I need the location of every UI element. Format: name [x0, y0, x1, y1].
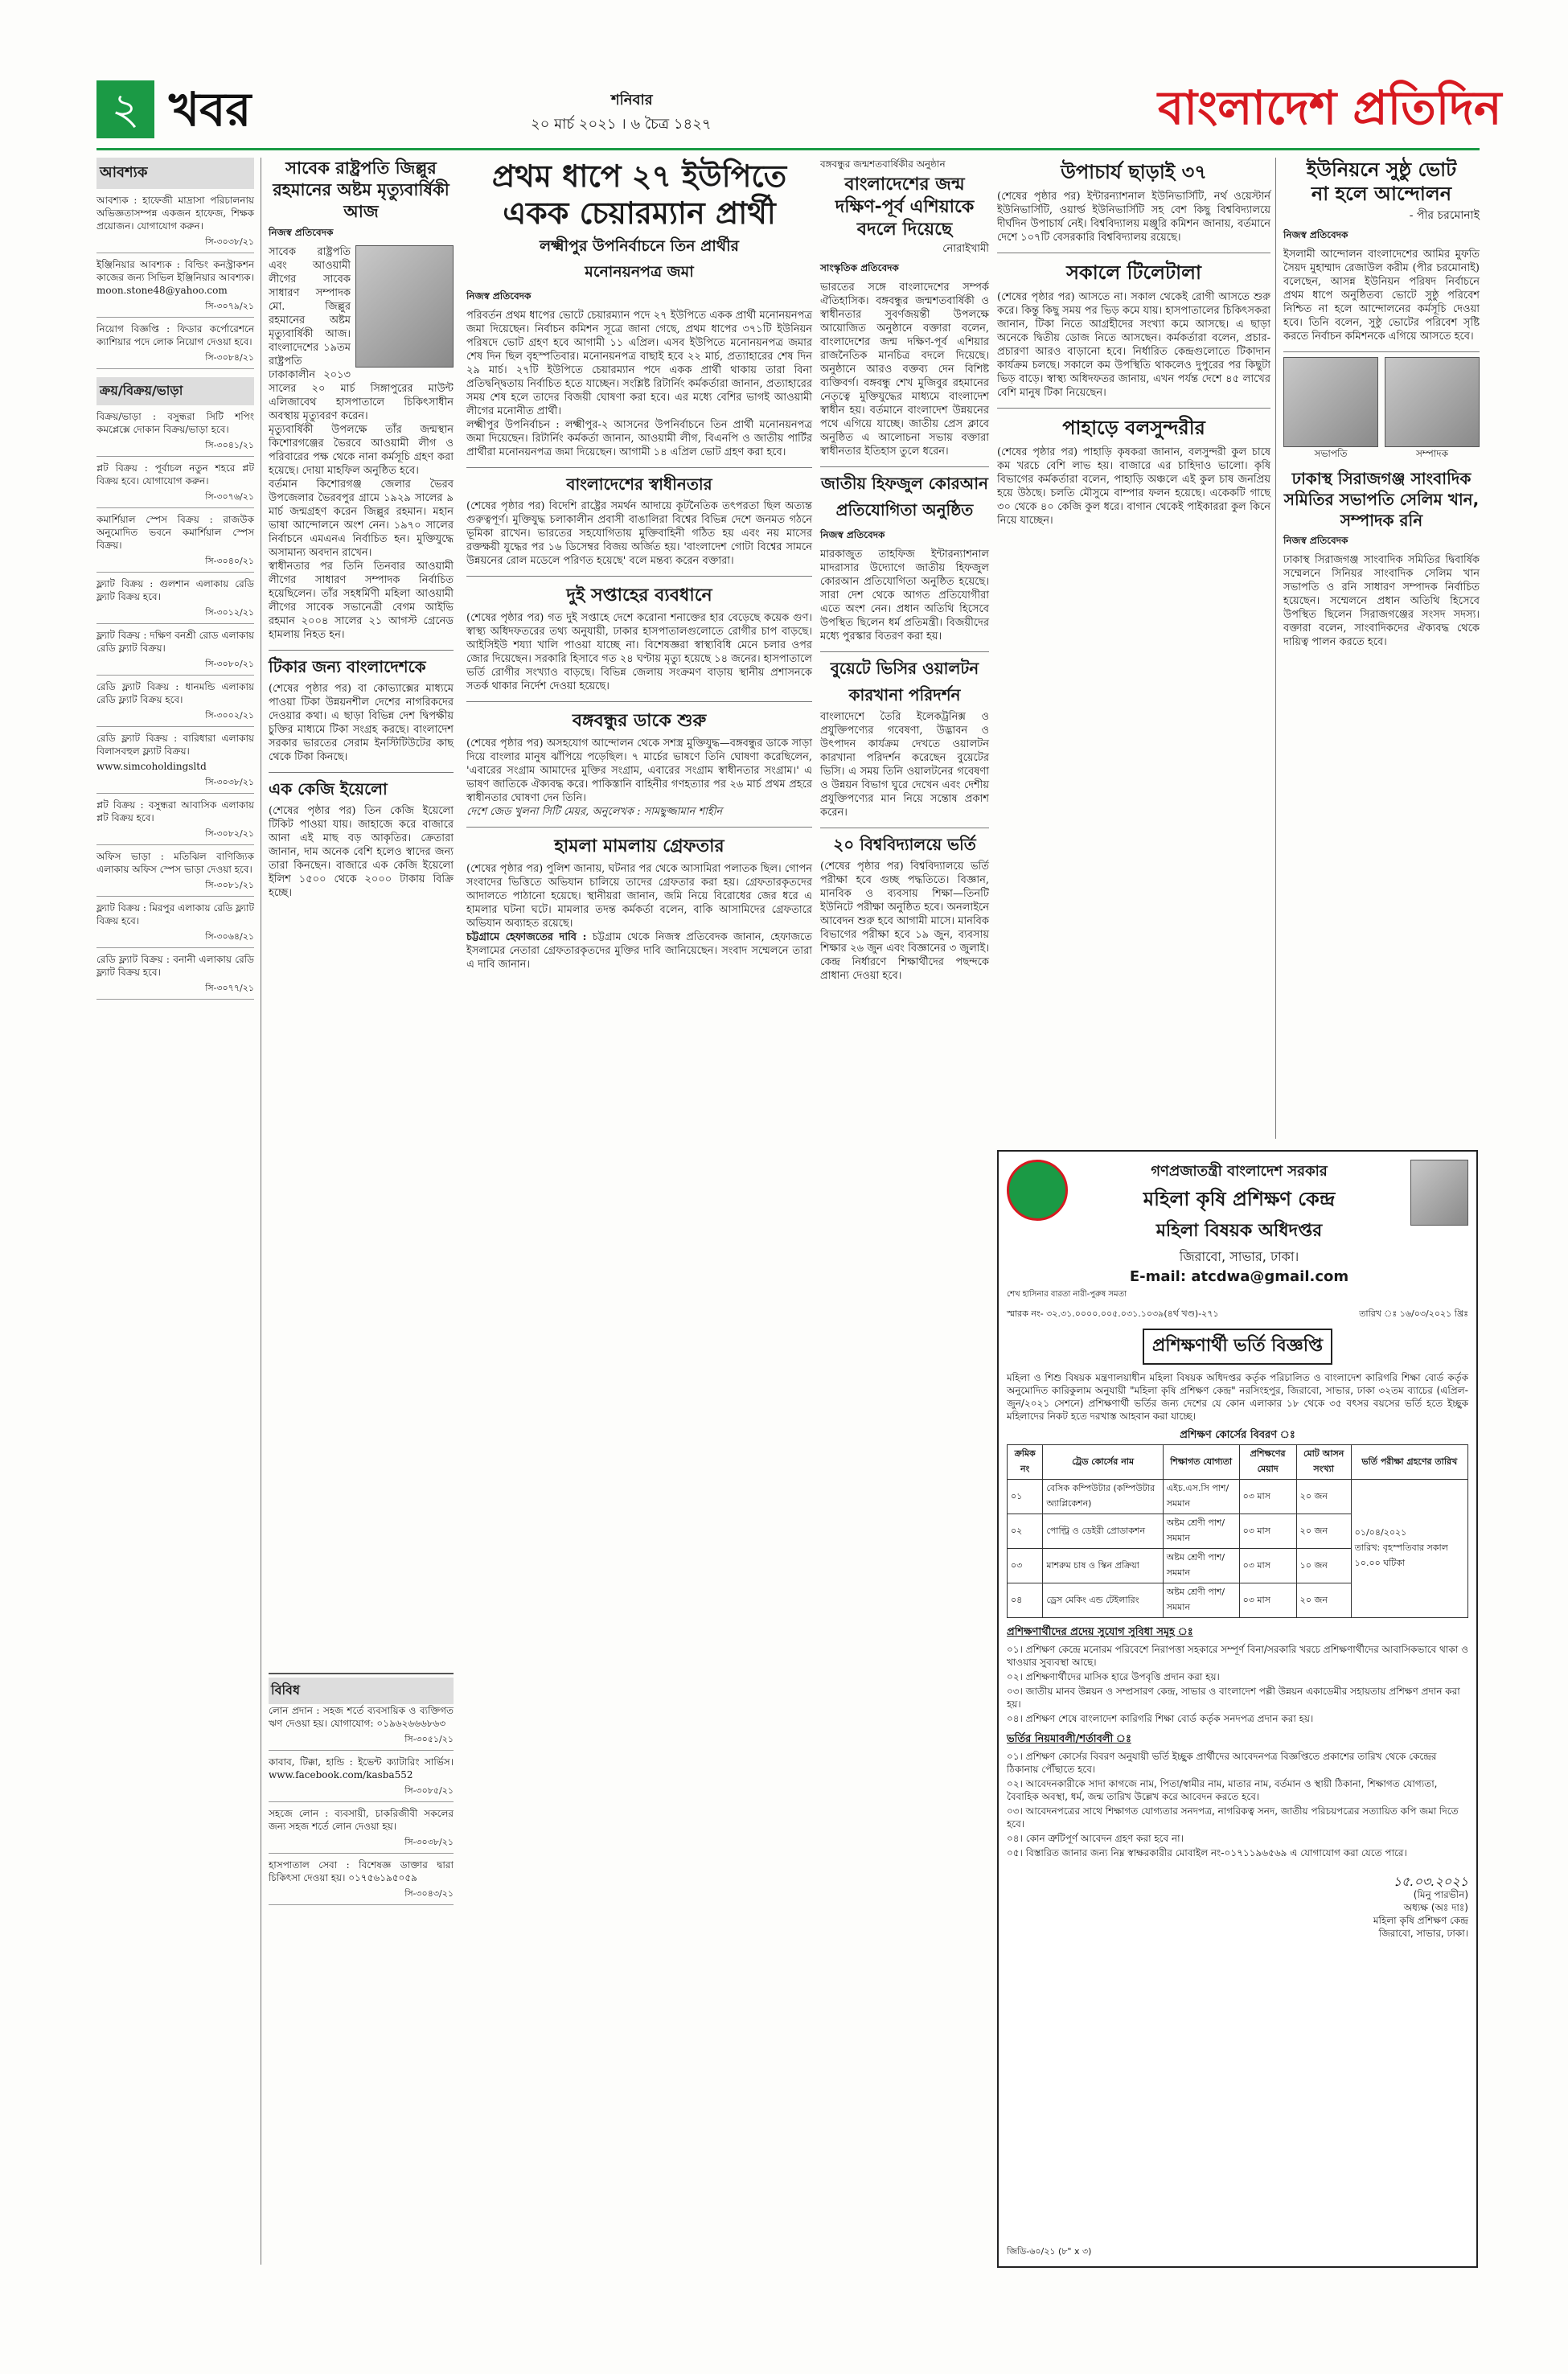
table-cell: মাশরুম চাষ ও স্কিন প্রক্রিয়া [1043, 1549, 1163, 1583]
table-cell: ০৩ মাস [1239, 1583, 1296, 1618]
classified-item: প্লট বিক্রয় : পূর্বাচল নতুন শহরে প্লট বিক্রয় হবে। যোগাযোগ করুন। [96, 462, 254, 487]
ad-title: প্রশিক্ষণার্থী ভর্তি বিজ্ঞপ্তি [1143, 1329, 1332, 1365]
table-cell: পোল্ট্রি ও ডেইরী প্রোডাকশন [1043, 1514, 1163, 1549]
apply-item: ০৪। কোন ত্রুটিপূর্ণ আবেদন গ্রহণ করা হবে না। [1007, 1833, 1184, 1844]
article-body: (শেষের পৃষ্ঠার পর) বিদেশি রাষ্ট্রের সমর্থন আদায়ে কূটনৈতিক তৎপরতা ছিল অত্যন্ত গুরুত্বপূর্ণ। মুক্তিযুদ্ধ চলাকালীন প্রবাসী বাঙালিরা বিশ্বের বিভিন্ন দেশে জনমত গঠনে ভূমিকা রাখেন। ভারতের সহযোগিতায় মুক্তিবাহিনী গঠিত হয় এবং নয় মাসের রক্তক্ষয়ী যুদ্ধের পর ১৬ ডিসেম্বর বিজয় অর্জিত হয়। 'বাংলাদেশ গোটা বিশ্বের সামনে উন্নয়নের রোল মডেলে পরিণত হয়েছে' বলে মন্তব্য করেন বক্তারা। [466, 500, 812, 567]
table-header: শিক্ষাগত যোগ্যতা [1163, 1445, 1239, 1480]
byline: নিজস্ব প্রতিবেদক [1283, 229, 1348, 240]
bibidh-code: সি-৩০৮৫/২১ [269, 1784, 454, 1802]
masthead-day: শনিবার [611, 92, 653, 109]
classified-item: প্লট বিক্রয় : বসুন্ধরা আবাসিক এলাকায় প্লট বিক্রয় হবে। [96, 799, 254, 824]
byline: নিজস্ব প্রতিবেদক [269, 227, 334, 238]
headline: ঢাকাস্থ সিরাজগঞ্জ সাংবাদিক সমিতির সভাপতি সেলিম খান, সম্পাদক রনি [1283, 469, 1480, 530]
classified-code: সি-৩০৪১/২১ [96, 438, 254, 457]
headline: এক কেজি ইয়েলো [269, 772, 454, 804]
apply-title: ভর্তির নিয়মাবলী/শর্তাবলী ঃ [1007, 1733, 1131, 1745]
portrait-icon [1410, 1160, 1468, 1226]
table-cell: ০৩ মাস [1239, 1514, 1296, 1549]
table-row [1008, 1480, 1468, 1514]
classified-code: সি-৩০৮১/২১ [96, 878, 254, 897]
signer-org: মহিলা কৃষি প্রশিক্ষণ কেন্দ্র [1373, 1915, 1468, 1926]
article-body: পরিবর্তন প্রথম ধাপের ভোটে চেয়ারম্যান পদে ২৭ ইউপিতে একক প্রার্থী মনোনয়নপত্র জমা দিয়েছেন। নির্বাচন কমিশন সূত্রে জানা গেছে, প্রথম ধাপের ৩৭১টি ইউনিয়ন পরিষদে ভোট গ্রহণ হবে আগামী ১১ এপ্রিল। এসব ইউপিতে মনোনয়নপত্র জমার শেষ দিন ছিল বৃহস্পতিবার। মনোনয়নপত্র বাছাই হবে ২২ মার্চ, প্রত্যাহারের শেষ দিন ২৯ মার্চ। ২৭টি ইউপিতে চেয়ারম্যান পদে একক প্রার্থী থাকায় তারা বিনা প্রতিদ্বন্দ্বিতায় নির্বাচিত হতে যাচ্ছেন। সংশ্লিষ্ট রিটার্নিং কর্মকর্তারা জানান, প্রত্যাহারের সময় শেষ হলে তাদের বিজয়ী ঘোষণা করা হবে। এর মধ্যে বেশির ভাগই আওয়ামী লীগের মনোনীত প্রার্থী। [466, 310, 812, 417]
bibidh-code: সি-৩০৫১/২১ [269, 1732, 454, 1751]
lead-headline-1: প্রথম ধাপে ২৭ ইউপিতে [491, 158, 787, 194]
bibidh-item: লোন প্রদান : সহজ শর্তে ব্যবসায়িক ও ব্যক্তিগত ঋণ দেওয়া হয়। যোগাযোগ: ০১৯৬২৬৬৬৮৬৩ [269, 1705, 454, 1729]
classified-item: রেডি ফ্ল্যাট বিক্রয় : বারিধারা এলাকায় বিলাসবহুল ফ্ল্যাট বিক্রয়। [96, 733, 254, 757]
table-cell: ড্রেস মেকিং এন্ড টেইলারিং [1043, 1583, 1163, 1618]
facilities-title: প্রশিক্ষণার্থীদের প্রদেয় সুযোগ সুবিধা সমূহ ঃ [1007, 1626, 1193, 1638]
headline: বুয়েটে ভিসির ওয়ালটন কারখানা পরিদর্শন [820, 651, 989, 710]
classified-code: সি-৩০৭৭/২১ [96, 981, 254, 1000]
signer-title: অধ্যক্ষ (অঃ দাঃ) [1403, 1902, 1468, 1913]
apply-item: ০৫। বিস্তারিত জানার জন্য নিম্ন স্বাক্ষরকারীর মোবাইল নং-০১৭১১৯৬৫৬৯ এ যোগাযোগ করা যেতে পারে। [1007, 1847, 1407, 1859]
classified-item: ফ্ল্যাট বিক্রয় : মিরপুর এলাকায় রেডি ফ্ল্যাট বিক্রয় হবে। [96, 902, 254, 926]
article-body: ভারতের সঙ্গে বাংলাদেশের সম্পর্ক ঐতিহাসিক। বঙ্গবন্ধুর জন্মশতবার্ষিকী ও স্বাধীনতার সুবর্ণজয়ন্তী উপলক্ষে আয়োজিত অনুষ্ঠানে বক্তারা বলেন, বাংলাদেশের জন্ম দক্ষিণ-পূর্ব এশিয়ার রাজনৈতিক মানচিত্র বদলে দিয়েছে। অনুষ্ঠানে আরও বক্তব্য দেন বিশিষ্ট ব্যক্তিবর্গ। বঙ্গবন্ধু শেখ মুজিবুর রহমানের নেতৃত্বে মুক্তিযুদ্ধের মাধ্যমে বাংলাদেশ স্বাধীন হয়। বর্তমানে বাংলাদেশ উন্নয়নের পথে এগিয়ে যাচ্ছে। জাতীয় প্রেস ক্লাবে অনুষ্ঠিত এ আলোচনা সভায় বক্তারা স্বাধীনতার ইতিহাস তুলে ধরেন। [820, 281, 989, 458]
page-number: ২ [111, 84, 140, 134]
ad-email[interactable]: E-mail: atcdwa@gmail.com [1129, 1268, 1349, 1285]
exam-date: ০১/০৪/২০২১ [1354, 1527, 1407, 1538]
classified-code: সি-৩০৭৯/২১ [96, 299, 254, 318]
headline: না হলে আন্দোলন [1311, 183, 1452, 205]
government-ad [997, 1150, 1478, 2268]
article-body: বর্তমান কিশোরগঞ্জ জেলার ভৈরব উপজেলার ভৈরবপুর গ্রামে ১৯২৯ সালের ৯ মার্চ জন্মগ্রহণ করেন জিল্লুর রহমান। মহান ভাষা আন্দোলনে অংশ নেন। ১৯৭০ সালের নির্বাচনে এমএনএ নির্বাচিত হন। মুক্তিযুদ্ধে অসামান্য অবদান রাখেন। [269, 478, 454, 559]
table-header: প্রশিক্ষণের মেয়াদ [1239, 1445, 1296, 1480]
classified-code: সি-৩০৮০/২১ [96, 657, 254, 676]
facility-item: ০৩। জাতীয় মানব উন্নয়ন ও সম্প্রসারণ কেন্দ্র, সাভার ও বাংলাদেশ পল্লী উন্নয়ন একাডেমীর সহায়তায় প্রশিক্ষণ প্রদান করা হয়। [1007, 1686, 1460, 1710]
article-body: (শেষের পৃষ্ঠার পর) অসহযোগ আন্দোলন থেকে সশস্ত্র মুক্তিযুদ্ধ—বঙ্গবন্ধুর ডাকে সাড়া দিয়ে বাংলার মানুষ ঝাঁপিয়ে পড়েছিল। ৭ মার্চের ভাষণে তিনি ঘোষণা করেছিলেন, 'এবারের সংগ্রাম আমাদের মুক্তির সংগ্রাম, এবারের সংগ্রাম স্বাধীনতার সংগ্রাম।' এ ভাষণ জাতিকে ঐক্যবদ্ধ করে। পাকিস্তানি বাহিনীর গণহত্যার পর ২৬ মার্চ প্রথম প্রহরে স্বাধীনতার ঘোষণা দেন তিনি। [466, 737, 812, 804]
right-column [1283, 158, 1480, 649]
ad-intro: মহিলা ও শিশু বিষয়ক মন্ত্রণালয়াধীন মহিলা বিষয়ক অধিদপ্তর কর্তৃক পরিচালিত ও বাংলাদেশ কারিগরি শিক্ষা বোর্ড কর্তৃক অনুমোদিত কারিকুলাম অনুযায়ী "মহিলা কৃষি প্রশিক্ষণ কেন্দ্র" নরসিংহপুর, জিরাবো, সাভার, ঢাকা ৩২তম ব্যাচের (এপ্রিল-জুন/২০২১ সেশনে) প্রশিক্ষণার্থী ভর্তির জন্য দেশের যে কোন এলাকার ১৮ থেকে ৩৫ বৎসর বয়সের ভর্তি হতে ইচ্ছুক মহিলাদের নিকট হতে দরখাস্ত আহবান করা যাচ্ছে। [1007, 1372, 1468, 1422]
classified-item: নিয়োগ বিজ্ঞপ্তি : ফিডার কর্পোরেশনে ক্যাশিয়ার পদে লোক নিয়োগ দেওয়া হবে। [96, 323, 254, 347]
headline: বঙ্গবন্ধুর ডাকে শুরু [466, 701, 812, 737]
bibidh-item: কাবাব, টিক্কা, হান্ডি : ইভেন্ট ক্যাটারিং সার্ভিস। www.facebook.com/kasba552 [269, 1756, 454, 1780]
headline: ইউনিয়নে সুষ্ঠু ভোট [1306, 158, 1457, 181]
headline: হামলা মামলায় গ্রেফতার [466, 827, 812, 862]
table-cell: অষ্টম শ্রেণী পাশ/সমমান [1163, 1514, 1239, 1549]
article-body: ইসলামী আন্দোলন বাংলাদেশের আমির মুফতি সৈয়দ মুহাম্মাদ রেজাউল করীম (পীর চরমোনাই) বলেছেন, আসন্ন ইউনিয়ন পরিষদ নির্বাচনে প্রথম ধাপে অনুষ্ঠিতব্য ভোটে সুষ্ঠু পরিবেশ নিশ্চিত না হলে আন্দোলনের কর্মসূচি দেওয়া হবে। তিনি বলেন, সুষ্ঠু ভোটের পরিবেশ সৃষ্টি করতে নির্বাচন কমিশনকে এগিয়ে আসতে হবে। [1283, 248, 1480, 343]
headline: সাবেক রাষ্ট্রপতি জিল্লুর রহমানের অষ্টম মৃত্যুবার্ষিকী আজ [273, 158, 449, 221]
classifieds-column [96, 158, 254, 1004]
headline: বাংলাদেশের স্বাধীনতার [466, 467, 812, 499]
article-body: চট্টগ্রাম থেকে নিজস্ব প্রতিবেদক জানান, হেফাজতে ইসলামের নেতারা গ্রেফতারকৃতদের মুক্তির দাবি জানিয়েছেন। সংবাদ সম্মেলনে তারা এ দাবি জানান। [466, 931, 812, 971]
section-title: খবর [169, 82, 252, 137]
bibidh-code: সি-৩০৩৮/২১ [269, 1835, 454, 1854]
article-body: (শেষের পৃষ্ঠার পর) তিন কেজি ইয়েলো টিকিট পাওয়া যায়। জাহাজে করে বাজারে আনা এই মাছ বড় আকৃতির। ক্রেতারা জানান, দাম অনেক বেশি হলেও স্বাদের জন্য তারা কিনছেন। বাজারে এক কেজি ইয়েলো ইলিশ ১৫০০ থেকে ২০০০ টাকায় বিক্রি হচ্ছে। [269, 805, 454, 899]
table-cell: ২০ জন [1296, 1583, 1351, 1618]
photo-caption: সম্পাদক [1415, 448, 1448, 459]
apply-item: ০২। আবেদনকারীকে সাদা কাগজে নাম, পিতা/স্বামীর নাম, মাতার নাম, বর্তমান ও স্থায়ী ঠিকানা, শিক্ষাগত যোগ্যতা, বৈবাহিক অবস্থা, ধর্ম, জন্ম তারিখ উল্লেখ করে আবেদন করতে হবে। [1007, 1778, 1438, 1802]
table-cell: অষ্টম শ্রেণী পাশ/সমমান [1163, 1549, 1239, 1583]
ad-code: জিডি-৬০/২১ (৮" x ৩) [1007, 2246, 1092, 2257]
president-photo [1283, 357, 1378, 447]
article-body: ঢাকাস্থ সিরাজগঞ্জ সাংবাদিক সমিতির দ্বিবার্ষিক সম্মেলনে সিনিয়র সাংবাদিক সেলিম খান সভাপতি ও রনি সাধারণ সম্পাদক নির্বাচিত হয়েছেন। সম্মেলনে প্রধান অতিথি হিসেবে উপস্থিত ছিলেন সিরাজগঞ্জের সংসদ সদস্য। বক্তারা বলেন, সাংবাদিকদের ঐক্যবদ্ধ থেকে দায়িত্ব পালন করতে হবে। [1283, 554, 1480, 648]
table-header: ক্রমিক নং [1008, 1445, 1043, 1480]
lead-subhead-2: মনোনয়নপত্র জমা [585, 263, 694, 281]
byline-right: নোরাইখামী [942, 243, 989, 255]
table-cell: অষ্টম শ্রেণী পাশ/সমমান [1163, 1583, 1239, 1618]
lead-article [466, 158, 812, 971]
classified-code: সি-৩০১২/২১ [96, 606, 254, 624]
classified-item: ফ্ল্যাট বিক্রয় : গুলশান এলাকায় রেডি ফ্ল্যাট বিক্রয় হবে। [96, 578, 254, 602]
classified-item: অফিস ভাড়া : মতিঝিল বাণিজ্যিক এলাকায় অফিস স্পেস ভাড়া দেওয়া হবে। [96, 851, 254, 875]
article-body: (শেষের পৃষ্ঠার পর) আসতে না। সকাল থেকেই রোগী আসতে শুরু করে। কিন্তু কিছু সময় পর ভিড় কমে যায়। হাসপাতালের চিকিৎসকরা জানান, টিকা নিতে আগ্রহীদের সংখ্যা কমে আসছে। এ ছাড়া অনেকে দ্বিতীয় ডোজ নিতে আসছেন। কর্মকর্তারা বলেন, প্রচার-প্রচারণা আরও বাড়ানো হবে। নির্ধারিত কেন্দ্রগুলোতে টিকাদান কার্যক্রম চলছে। সকালে কম উপস্থিতি থাকলেও দুপুরের পর কিছুটা ভিড় বাড়ে। স্বাস্থ্য অধিদফতর জানায়, এখন পর্যন্ত দেশে ৪৫ লাখের বেশি মানুষ টিকা নিয়েছেন। [997, 291, 1270, 399]
table-cell: ২০ জন [1296, 1514, 1351, 1549]
article-zillur [269, 158, 454, 900]
facility-item: ০১। প্রশিক্ষণ কেন্দ্রে মনোরম পরিবেশে নিরাপত্তা সহকারে সম্পূর্ণ বিনা/সরকারি খরচে প্রশিক্ষণার্থীদের আবাসিকভাবে থাকা ও খাওয়ার সুব্যবস্থা আছে। [1007, 1644, 1468, 1668]
bibidh-item: সহজে লোন : ব্যবসায়ী, চাকরিজীবী সকলের জন্য সহজ শর্তে লোন দেওয়া হয়। [269, 1808, 454, 1832]
article-body: মারকাজুত তাহফিজ ইন্টারন্যাশনাল মাদরাসার উদ্যোগে জাতীয় হিফজুল কোরআন প্রতিযোগিতা অনুষ্ঠিত হয়েছে। সারা দেশ থেকে আগত প্রতিযোগীরা এতে অংশ নেন। প্রধান অতিথি হিসেবে উপস্থিত ছিলেন ধর্ম প্রতিমন্ত্রী। বিজয়ীদের মধ্যে পুরস্কার বিতরণ করা হয়। [820, 548, 989, 643]
classified-code: সি-৩০০২/২১ [96, 709, 254, 727]
course-table [1007, 1444, 1468, 1618]
ad-slogan: শেখ হাসিনার বারতা নারী-পুরুষ সমতা [1007, 1290, 1127, 1299]
classified-item: বিক্রয়/ভাড়া : বসুন্ধরা সিটি শপিং কমপ্লেক্সে দোকান বিক্রয়/ভাড়া হবে। [96, 411, 254, 435]
article-body: স্বাধীনতার পর তিনি তিনবার আওয়ামী লীগের সাধারণ সম্পাদক নির্বাচিত হয়েছিলেন। তাঁর সহধর্মিণী মহিলা আওয়ামী লীগের সাবেক সভানেত্রী বেগম আইভি রহমান ২০০৪ সালের ২১ আগস্ট গ্রেনেড হামলায় নিহত হন। [269, 561, 454, 641]
ad-memo-date: তারিখ ঃ ১৬/০৩/২০২১ খ্রিঃ [1359, 1308, 1468, 1319]
article-body: মৃত্যুবার্ষিকী উপলক্ষে তাঁর জন্মস্থান কিশোরগঞ্জের ভৈরবে আওয়ামী লীগ ও পরিবারের পক্ষ থেকে নানা কর্মসূচি গ্রহণ করা হয়েছে। দোয়া মাহফিল অনুষ্ঠিত হবে। [269, 424, 454, 477]
table-header-row [1008, 1445, 1468, 1480]
byline: নিজস্ব প্রতিবেদক [820, 529, 885, 540]
headline: সকালে টিলেটালা [997, 253, 1270, 290]
classified-code: সি-৩০৪০/২১ [96, 554, 254, 573]
headline: ২০ বিশ্ববিদ্যালয়ে ভর্তি [820, 828, 989, 860]
overline: বঙ্গবন্ধুর জন্মশতবার্ষিকীর অনুষ্ঠান [820, 158, 946, 170]
article-body: (শেষের পৃষ্ঠার পর) পাহাড়ি কৃষকরা জানান, বলসুন্দরী কুল চাষে কম খরচে বেশি লাভ হয়। বাজারে এর চাহিদাও ভালো। কৃষি বিভাগের কর্মকর্তারা বলেন, পাহাড়ি অঞ্চলে এই কুল চাষ জনপ্রিয় হয়ে উঠছে। চলতি মৌসুমে বাম্পার ফলন হয়েছে। একেকটি গাছে ৩০ থেকে ৪০ কেজি কুল ধরে। বাগান থেকেই পাইকাররা কুল কিনে নিয়ে যাচ্ছেন। [997, 446, 1270, 527]
classified-item: রেডি ফ্ল্যাট বিক্রয় : বনানী এলাকায় রেডি ফ্ল্যাট বিক্রয় হবে। [96, 954, 254, 978]
govt-seal-icon [1007, 1160, 1068, 1221]
classified-item: ফ্ল্যাট বিক্রয় : দক্ষিণ বনশ্রী রোড এলাকায় রেডি ফ্ল্যাট বিক্রয়। [96, 630, 254, 654]
bibidh-heading: বিবিধ [269, 1678, 454, 1704]
masthead-rule [96, 148, 1480, 150]
classifieds-heading: ক্রয়/বিক্রয়/ভাড়া [96, 377, 254, 405]
article-body: (শেষের পৃষ্ঠার পর) বিশ্ববিদ্যালয়ে ভর্তি পরীক্ষা হবে গুচ্ছ পদ্ধতিতে। বিজ্ঞান, মানবিক ও ব্যবসায় শিক্ষা—তিনটি ইউনিটে পরীক্ষা অনুষ্ঠিত হবে। অনলাইনে আবেদন শুরু হবে আগামী মাসে। মানবিক বিভাগের পরীক্ষা হবে ১৯ জুন, ব্যবসায় শিক্ষার ২৬ জুন এবং বিজ্ঞানের ৩ জুলাই। কেন্দ্র নির্ধারণে শিক্ষার্থীদের পছন্দকে প্রাধান্য দেওয়া হবে। [820, 860, 989, 982]
ad-table-title: প্রশিক্ষণ কোর্সের বিবরণ ঃ [1180, 1429, 1295, 1441]
classified-code: সি-৩০৮৪/২১ [96, 351, 254, 369]
article-credit: দেশে জেড খুলনা সিটি মেয়র, অনুলেখক : সামছুজ্জামান শাহীন [466, 806, 723, 818]
article-body: বাংলাদেশে তৈরি ইলেকট্রনিক্স ও প্রযুক্তিপণ্যের গবেষণা, উদ্ভাবন ও উৎপাদন কার্যক্রম দেখতে ওয়ালটন কারখানা পরিদর্শন করেছেন বুয়েটের ভিসি। এ সময় তিনি ওয়ালটনের গবেষণা ও উন্নয়ন বিভাগ ঘুরে দেখেন এবং দেশীয় প্রযুক্তিপণ্যের মান নিয়ে সন্তোষ প্রকাশ করেন। [820, 711, 989, 819]
article-body: লক্ষ্মীপুর উপনির্বাচন : লক্ষ্মীপুর-২ আসনের উপনির্বাচনে তিন প্রার্থী মনোনয়নপত্র জমা দিয়েছেন। রিটার্নিং কর্মকর্তা জানান, আওয়ামী লীগ, বিএনপি ও জাতীয় পার্টির প্রার্থীরা মনোনয়নপত্র জমা দিয়েছেন। আগামী ১৪ এপ্রিল ভোট গ্রহণ করা হবে। [466, 419, 812, 458]
apply-item: ০৩। আবেদনপত্রের সাথে শিক্ষাগত যোগ্যতার সনদপত্র, নাগরিকত্ব সনদ, জাতীয় পরিচয়পত্রের সত্যায়িত কপি জমা দিতে হবে। [1007, 1805, 1459, 1830]
table-cell: বেসিক কম্পিউটার (কম্পিউটার অ্যাপ্লিকেশন) [1043, 1480, 1163, 1514]
masthead-date: ২০ মার্চ ২০২১ । ৬ চৈত্র ১৪২৭ [531, 116, 712, 133]
ad-org-2: মহিলা বিষয়ক অধিদপ্তর [1155, 1221, 1323, 1241]
article-body: (শেষের পৃষ্ঠার পর) গত দুই সপ্তাহে দেশে করোনা শনাক্তের হার বেড়েছে কয়েক গুণ। স্বাস্থ্য অধিদফতরের তথ্য অনুযায়ী, ঢাকার হাসপাতালগুলোতে রোগীর চাপ বাড়ছে। আইসিইউ শয্যা খালি পাওয়া যাচ্ছে না। বিশেষজ্ঞরা স্বাস্থ্যবিধি মেনে চলার ওপর জোর দিয়েছেন। সরকারি হিসাবে গত ২৪ ঘণ্টায় মৃত্যু হয়েছে ১৪ জনের। হাসপাতালে ভর্তি রোগীর সংখ্যাও বাড়ছে। বিভিন্ন জেলায় সংক্রমণ বাড়ায় স্থানীয় প্রশাসনকে সতর্ক থাকার নির্দেশ দেওয়া হয়েছে। [466, 612, 812, 692]
byline: নিজস্ব প্রতিবেদক [466, 290, 532, 302]
ad-address: জিরাবো, সাভার, ঢাকা। [1179, 1249, 1299, 1264]
headline: বাংলাদেশের জন্ম দক্ষিণ-পূর্ব এশিয়াকে বদলে দিয়েছে [835, 175, 975, 240]
photo-pair [1283, 351, 1480, 463]
classified-item: কমার্শিয়াল স্পেস বিক্রয় : রাজউক অনুমোদিত ভবনে কমার্শিয়াল স্পেস বিক্রয়। [96, 514, 254, 551]
classified-item: ইঞ্জিনিয়ার আবশ্যক : বিল্ডিং কনস্ট্রাকশন কাজের জন্য সিভিল ইঞ্জিনিয়ার আবশ্যক। moon.stone48@yahoo.com [96, 259, 254, 296]
table-header: ভর্তি পরীক্ষা গ্রহণের তারিখ [1351, 1445, 1467, 1480]
paper-logo: বাংলাদেশ প্রতিদিন [1158, 80, 1502, 135]
lead-subhead-1: লক্ষ্মীপুর উপনির্বাচনে তিন প্রার্থীর [540, 237, 739, 255]
article-body: (শেষের পৃষ্ঠার পর) ইন্টারন্যাশনাল ইউনিভার্সিটি, নর্থ ওয়েস্টার্ন ইউনিভার্সিটি, ওয়ার্ল্ড ইউনিভার্সিটি সহ বেশ কিছু বিশ্ববিদ্যালয়ে দীর্ঘদিন উপাচার্য নেই। বিশ্ববিদ্যালয় মঞ্জুরি কমিশন জানায়, বর্তমানে দেশে ১০৭টি বেসরকারি বিশ্ববিদ্যালয় রয়েছে। [997, 191, 1270, 244]
subheading: চট্টগ্রামে হেফাজতের দাবি : [466, 931, 587, 943]
classified-website[interactable]: www.simcoholdingsltd [96, 761, 207, 772]
secretary-photo [1385, 357, 1480, 447]
classified-code: সি-৩০৩৮/২১ [96, 235, 254, 253]
byline: নিজস্ব প্রতিবেদক [1283, 535, 1348, 546]
column-rule [1275, 158, 1276, 1139]
article-body: সাবেক রাষ্ট্রপতি এবং আওয়ামী লীগের সাবেক সাধারণ সম্পাদক মো. জিল্লুর রহমানের অষ্টম মৃত্যুবার্ষিকী আজ। বাংলাদেশের ১৯তম রাষ্ট্রপতি ঢাকাকালীন ২০১৩ সালের ২০ মার্চ সিঙ্গাপুরের মাউন্ট এলিজাবেথ হাসপাতালে চিকিৎসাধীন অবস্থায় মৃত্যুবরণ করেন। [269, 246, 454, 422]
signer-name: (মিনু পারভীন) [1413, 1889, 1468, 1900]
table-cell: ০৩ মাস [1239, 1480, 1296, 1514]
table-cell: ১০ জন [1296, 1549, 1351, 1583]
table-cell: এইচ.এস.সি পাশ/সমমান [1163, 1480, 1239, 1514]
lead-headline-2: একক চেয়ারম্যান প্রার্থী [503, 195, 776, 231]
table-cell: ০২ [1008, 1514, 1043, 1549]
zillur-photo [355, 245, 454, 368]
photo-caption: সভাপতি [1314, 448, 1348, 459]
table-cell: ০৩ মাস [1239, 1549, 1296, 1583]
headline: জাতীয় হিফজুল কোরআন প্রতিযোগিতা অনুষ্ঠিত [820, 466, 989, 525]
facility-item: ০৪। প্রশিক্ষণ শেষে বাংলাদেশ কারিগরি শিক্ষা বোর্ড কর্তৃক সনদপত্র প্রদান করা হয়। [1007, 1713, 1314, 1724]
table-cell: ০৪ [1008, 1583, 1043, 1618]
headline: উপাচার্য ছাড়াই ৩৭ [1061, 161, 1207, 183]
classified-item: আবশ্যক : হাফেজী মাদ্রাসা পরিচালনায় অভিজ্ঞতাসম্পন্ন একজন হাফেজ, শিক্ষক প্রয়োজন। যোগাযোগ করুন। [96, 195, 254, 232]
classified-code: সি-৩০৩৮/২১ [96, 775, 254, 794]
byline: সাংস্কৃতিক প্রতিবেদক [820, 262, 899, 273]
right-middle-column [997, 158, 1270, 528]
table-header: মোট আসন সংখ্যা [1296, 1445, 1351, 1480]
headline: টিকার জন্য বাংলাদেশকে [269, 650, 454, 682]
page-number-badge [96, 80, 154, 138]
overline: - পীর চরমোনাই [1409, 209, 1480, 222]
classified-item: রেডি ফ্ল্যাট বিক্রয় : ধানমন্ডি এলাকায় রেডি ফ্ল্যাট বিক্রয় হবে। [96, 681, 254, 705]
apply-item: ০১। প্রশিক্ষণ কোর্সের বিবরণ অনুযায়ী ভর্তি ইচ্ছুক প্রার্থীদের আবেদনপত্র বিজ্ঞপ্তিতে প্রকাশের তারিখ থেকে কেন্দ্রের ঠিকানায় পৌঁছাতে হবে। [1007, 1751, 1437, 1775]
bibidh-section [269, 1673, 454, 1910]
classifieds-heading: আবশ্যক [96, 158, 254, 189]
signature-block [1007, 1875, 1468, 1940]
sign-date: ১৫.০৩.২০২১ [1393, 1874, 1468, 1889]
headline: পাহাড়ে বলসুন্দরীর [997, 408, 1270, 446]
article-body: (শেষের পৃষ্ঠার পর) বা কোভ্যাক্সের মাধ্যমে পাওয়া টিকা উন্নয়নশীল দেশের নাগরিকদের দেওয়ার কথা। এ ছাড়া বিভিন্ন দেশ দ্বিপক্ষীয় চুক্তির মাধ্যমে টিকা সংগ্রহ করছে। বাংলাদেশ সরকার ভারতের সেরাম ইনস্টিটিউটের কাছ থেকে টিকা কিনছে। [269, 683, 454, 763]
table-cell-exam-date [1351, 1480, 1467, 1618]
bibidh-item: হাসপাতাল সেবা : বিশেষজ্ঞ ডাক্তার দ্বারা চিকিৎসা দেওয়া হয়। ০১৭৫৬১৯৫০৫৯ [269, 1859, 454, 1883]
table-cell: ০১ [1008, 1480, 1043, 1514]
ad-gov: গণপ্রজাতন্ত্রী বাংলাদেশ সরকার [1151, 1163, 1328, 1180]
headline: দুই সপ্তাহের ব্যবধানে [466, 576, 812, 611]
middle-column [820, 158, 989, 983]
exam-note: তারিখ: বৃহস্পতিবার সকাল ১০.০০ ঘটিকা [1354, 1542, 1448, 1568]
classified-code: সি-৩০৬৪/২১ [96, 930, 254, 948]
table-cell: ২০ জন [1296, 1480, 1351, 1514]
bibidh-code: সি-৩০৪৩/২১ [269, 1887, 454, 1905]
classified-code: সি-৩০৭৬/২১ [96, 490, 254, 508]
ad-memo: স্মারক নং- ৩২.৩১.০০০০.০০৫.০৩১.১০৩৯(৪র্থ খণ্ড)-২৭১ [1007, 1308, 1219, 1319]
signer-address: জিরাবো, সাভার, ঢাকা। [1378, 1928, 1468, 1939]
classified-code: সি-৩০৮২/২১ [96, 827, 254, 845]
facility-item: ০২। প্রশিক্ষণার্থীদের মাসিক হারে উপবৃত্তি প্রদান করা হয়। [1007, 1671, 1220, 1682]
table-header: ট্রেড কোর্সের নাম [1043, 1445, 1163, 1480]
article-body: (শেষের পৃষ্ঠার পর) পুলিশ জানায়, ঘটনার পর থেকে আসামিরা পলাতক ছিল। গোপন সংবাদের ভিত্তিতে অভিযান চালিয়ে তাদের গ্রেফতার করা হয়। গ্রেফতারকৃতদের আদালতে পাঠানো হয়েছে। স্থানীয়রা জানান, জমি নিয়ে বিরোধের জের ধরে এ হামলার ঘটনা ঘটে। মামলার তদন্ত কর্মকর্তা বলেন, বাকি আসামিদের গ্রেফতারে অভিযান অব্যাহত রয়েছে। [466, 863, 812, 930]
table-cell: ০৩ [1008, 1549, 1043, 1583]
ad-org-1: মহিলা কৃষি প্রশিক্ষণ কেন্দ্র [1143, 1188, 1336, 1210]
